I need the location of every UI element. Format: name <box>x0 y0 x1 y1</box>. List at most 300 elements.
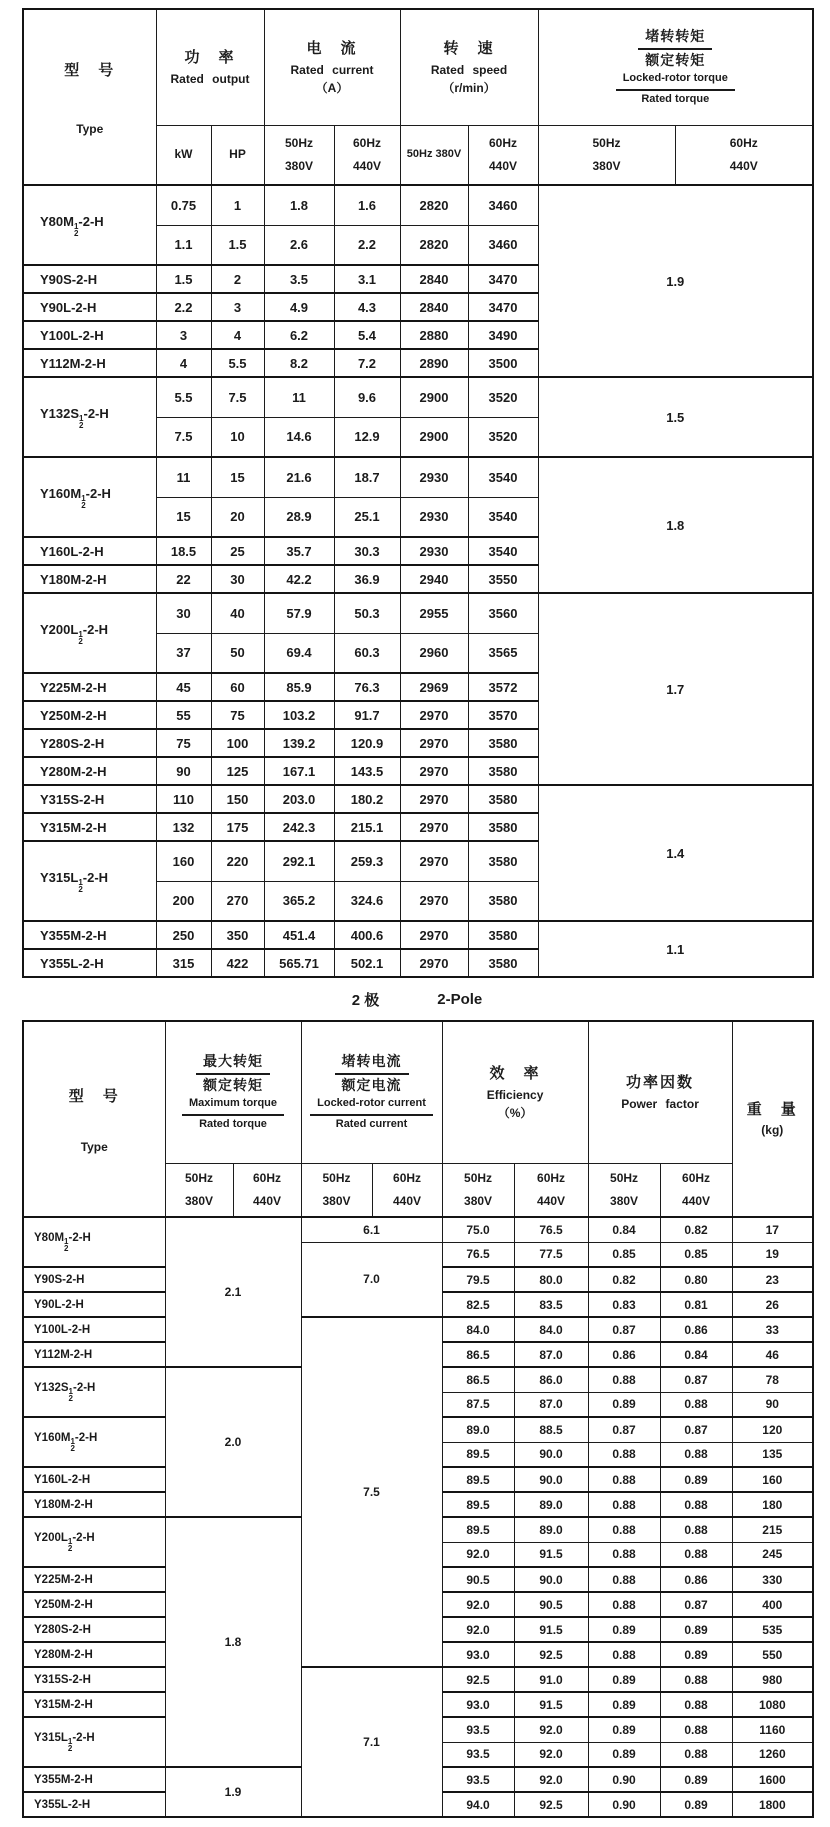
power-factor-60hz-cell: 0.88 <box>660 1692 732 1717</box>
model-cell: Y200L 1 2 -2-H <box>23 593 156 673</box>
performance-table <box>22 1020 814 1818</box>
current-50hz-cell: 103.2 <box>264 701 334 729</box>
locked-rotor-current-ratio-cell: 7.0 <box>301 1242 442 1317</box>
speed-60hz-cell: 3490 <box>468 321 538 349</box>
efficiency-50hz-cell: 89.0 <box>442 1417 514 1442</box>
speed-60hz-cell: 3580 <box>468 757 538 785</box>
current-50hz-cell: 139.2 <box>264 729 334 757</box>
current-50hz-cell: 8.2 <box>264 349 334 377</box>
weight-cell: 980 <box>732 1667 813 1692</box>
table-row <box>23 785 813 813</box>
speed-50hz-cell: 2880 <box>400 321 468 349</box>
header-type <box>23 9 156 185</box>
kw-cell: 132 <box>156 813 211 841</box>
efficiency-50hz-cell: 89.5 <box>442 1442 514 1467</box>
power-factor-50hz-cell: 0.85 <box>588 1242 660 1267</box>
table-row <box>23 1217 813 1242</box>
model-cell: Y250M-2-H <box>23 1592 165 1617</box>
kw-cell: 1.5 <box>156 265 211 293</box>
model-cell: Y355M-2-H <box>23 1767 165 1792</box>
weight-cell: 17 <box>732 1217 813 1242</box>
model-cell: Y90L-2-H <box>23 293 156 321</box>
current-50hz-cell: 4.9 <box>264 293 334 321</box>
power-factor-50hz-cell: 0.88 <box>588 1467 660 1492</box>
efficiency-60hz-cell: 91.5 <box>514 1542 588 1567</box>
efficiency-50hz-cell: 86.5 <box>442 1367 514 1392</box>
power-factor-60hz-cell: 0.80 <box>660 1267 732 1292</box>
power-factor-60hz-cell: 0.88 <box>660 1517 732 1542</box>
efficiency-50hz-cell: 93.5 <box>442 1767 514 1792</box>
efficiency-50hz-cell: 93.0 <box>442 1692 514 1717</box>
model-cell: Y315S-2-H <box>23 785 156 813</box>
current-50hz-cell: 2.6 <box>264 225 334 265</box>
speed-60hz-cell: 3580 <box>468 785 538 813</box>
hp-cell: 60 <box>211 673 264 701</box>
hp-cell: 50 <box>211 633 264 673</box>
subheader-maxtq-50hz-380v: 50Hz 380V <box>165 1163 233 1217</box>
speed-50hz-cell: 2970 <box>400 949 468 977</box>
current-50hz-cell: 6.2 <box>264 321 334 349</box>
current-60hz-cell: 2.2 <box>334 225 400 265</box>
power-factor-50hz-cell: 0.89 <box>588 1742 660 1767</box>
power-factor-50hz-cell: 0.89 <box>588 1392 660 1417</box>
weight-cell: 1260 <box>732 1742 813 1767</box>
efficiency-60hz-cell: 92.0 <box>514 1767 588 1792</box>
model-cell: Y315S-2-H <box>23 1667 165 1692</box>
current-50hz-cell: 565.71 <box>264 949 334 977</box>
hp-cell: 15 <box>211 457 264 497</box>
ratings-table <box>22 8 814 978</box>
pole-label-cn: 2 极 <box>351 991 380 1009</box>
power-factor-60hz-cell: 0.89 <box>660 1617 732 1642</box>
hp-cell: 1.5 <box>211 225 264 265</box>
speed-50hz-cell: 2970 <box>400 729 468 757</box>
speed-60hz-cell: 3460 <box>468 185 538 225</box>
efficiency-60hz-cell: 92.5 <box>514 1792 588 1817</box>
kw-cell: 0.75 <box>156 185 211 225</box>
weight-cell: 330 <box>732 1567 813 1592</box>
locked-rotor-torque-ratio-cell: 1.4 <box>538 785 813 921</box>
current-50hz-cell: 85.9 <box>264 673 334 701</box>
hp-cell: 125 <box>211 757 264 785</box>
weight-cell: 120 <box>732 1417 813 1442</box>
current-50hz-cell: 28.9 <box>264 497 334 537</box>
header-type-en: Type <box>76 122 104 137</box>
power-factor-60hz-cell: 0.88 <box>660 1492 732 1517</box>
speed-60hz-cell: 3580 <box>468 813 538 841</box>
table-row <box>23 921 813 949</box>
speed-50hz-cell: 2840 <box>400 265 468 293</box>
subheader-eff-50hz-380v: 50Hz 380V <box>442 1163 514 1217</box>
header-rated-current: 电 流 Rated current （A） <box>264 9 400 125</box>
current-60hz-cell: 143.5 <box>334 757 400 785</box>
speed-60hz-cell: 3580 <box>468 841 538 881</box>
model-cell: Y225M-2-H <box>23 673 156 701</box>
weight-cell: 1160 <box>732 1717 813 1742</box>
subheader-torque-60hz-440v: 60Hz 440V <box>675 125 813 185</box>
current-60hz-cell: 1.6 <box>334 185 400 225</box>
header-efficiency: 效 率 Efficiency （%） <box>442 1021 588 1163</box>
efficiency-50hz-cell: 90.5 <box>442 1567 514 1592</box>
current-60hz-cell: 502.1 <box>334 949 400 977</box>
hp-cell: 422 <box>211 949 264 977</box>
efficiency-60hz-cell: 91.0 <box>514 1667 588 1692</box>
subheader-kw: kW <box>156 125 211 185</box>
table-row <box>23 377 813 417</box>
model-cell: Y100L-2-H <box>23 321 156 349</box>
efficiency-50hz-cell: 92.0 <box>442 1542 514 1567</box>
current-60hz-cell: 4.3 <box>334 293 400 321</box>
hp-cell: 220 <box>211 841 264 881</box>
subheader-eff-60hz-440v: 60Hz 440V <box>514 1163 588 1217</box>
speed-50hz-cell: 2970 <box>400 785 468 813</box>
speed-50hz-cell: 2970 <box>400 701 468 729</box>
current-60hz-cell: 76.3 <box>334 673 400 701</box>
model-fraction: 1 2 <box>70 1437 75 1453</box>
speed-50hz-cell: 2890 <box>400 349 468 377</box>
model-cell: Y80M 1 2 -2-H <box>23 185 156 265</box>
weight-cell: 1080 <box>732 1692 813 1717</box>
kw-cell: 45 <box>156 673 211 701</box>
efficiency-60hz-cell: 92.5 <box>514 1642 588 1667</box>
header-max-torque-ratio: 最大转矩 额定转矩 Maximum torque Rated torque <box>165 1021 301 1163</box>
subheader-torque-50hz-380v: 50Hz 380V <box>538 125 675 185</box>
efficiency-50hz-cell: 92.5 <box>442 1667 514 1692</box>
kw-cell: 75 <box>156 729 211 757</box>
power-factor-60hz-cell: 0.89 <box>660 1642 732 1667</box>
speed-60hz-cell: 3470 <box>468 293 538 321</box>
model-cell: Y225M-2-H <box>23 1567 165 1592</box>
model-fraction: 1 2 <box>67 1737 73 1753</box>
model-cell: Y315L 1 2 -2-H <box>23 841 156 921</box>
current-60hz-cell: 259.3 <box>334 841 400 881</box>
current-60hz-cell: 91.7 <box>334 701 400 729</box>
speed-60hz-cell: 3580 <box>468 729 538 757</box>
max-torque-ratio-cell: 1.8 <box>165 1517 301 1767</box>
efficiency-50hz-cell: 93.0 <box>442 1642 514 1667</box>
hp-cell: 20 <box>211 497 264 537</box>
power-factor-50hz-cell: 0.88 <box>588 1442 660 1467</box>
speed-50hz-cell: 2930 <box>400 497 468 537</box>
header-weight: 重 量 (kg) <box>732 1021 813 1217</box>
weight-cell: 78 <box>732 1367 813 1392</box>
efficiency-60hz-cell: 86.0 <box>514 1367 588 1392</box>
efficiency-60hz-cell: 80.0 <box>514 1267 588 1292</box>
model-cell: Y132S 1 2 -2-H <box>23 377 156 457</box>
kw-cell: 315 <box>156 949 211 977</box>
speed-60hz-cell: 3460 <box>468 225 538 265</box>
header-power-factor: 功率因数 Power factor <box>588 1021 732 1163</box>
model-cell: Y315M-2-H <box>23 813 156 841</box>
speed-60hz-cell: 3580 <box>468 949 538 977</box>
efficiency-60hz-cell: 90.0 <box>514 1567 588 1592</box>
efficiency-50hz-cell: 89.5 <box>442 1517 514 1542</box>
hp-cell: 1 <box>211 185 264 225</box>
current-50hz-cell: 57.9 <box>264 593 334 633</box>
power-factor-50hz-cell: 0.88 <box>588 1367 660 1392</box>
power-factor-50hz-cell: 0.89 <box>588 1717 660 1742</box>
current-60hz-cell: 60.3 <box>334 633 400 673</box>
power-factor-50hz-cell: 0.89 <box>588 1692 660 1717</box>
hp-cell: 150 <box>211 785 264 813</box>
model-fraction: 1 2 <box>64 1237 69 1253</box>
hp-cell: 40 <box>211 593 264 633</box>
power-factor-50hz-cell: 0.88 <box>588 1642 660 1667</box>
power-factor-50hz-cell: 0.88 <box>588 1492 660 1517</box>
model-fraction: 1 2 <box>68 1387 73 1403</box>
kw-cell: 110 <box>156 785 211 813</box>
efficiency-50hz-cell: 79.5 <box>442 1267 514 1292</box>
kw-cell: 22 <box>156 565 211 593</box>
kw-cell: 250 <box>156 921 211 949</box>
power-factor-50hz-cell: 0.84 <box>588 1217 660 1242</box>
speed-50hz-cell: 2940 <box>400 565 468 593</box>
speed-50hz-cell: 2955 <box>400 593 468 633</box>
hp-cell: 30 <box>211 565 264 593</box>
speed-50hz-cell: 2930 <box>400 537 468 565</box>
locked-rotor-current-ratio-cell: 6.1 <box>301 1217 442 1242</box>
model-cell: Y200L 1 2 -2-H <box>23 1517 165 1567</box>
model-fraction: 1 2 <box>67 1537 73 1553</box>
speed-60hz-cell: 3540 <box>468 537 538 565</box>
power-factor-50hz-cell: 0.82 <box>588 1267 660 1292</box>
header-locked-rotor-current-ratio: 堵转电流 额定电流 Locked-rotor current Rated current <box>301 1021 442 1163</box>
speed-50hz-cell: 2969 <box>400 673 468 701</box>
model-cell: Y160L-2-H <box>23 1467 165 1492</box>
header-locked-rotor-torque-ratio: 堵转转矩 额定转矩 Locked-rotor torque Rated torque <box>538 9 813 125</box>
power-factor-50hz-cell: 0.83 <box>588 1292 660 1317</box>
subheader-speed-50hz-380v: 50Hz 380V <box>400 125 468 185</box>
speed-60hz-cell: 3570 <box>468 701 538 729</box>
subheader-current-50hz-380v: 50Hz 380V <box>264 125 334 185</box>
speed-50hz-cell: 2970 <box>400 881 468 921</box>
weight-cell: 160 <box>732 1467 813 1492</box>
current-60hz-cell: 12.9 <box>334 417 400 457</box>
power-factor-60hz-cell: 0.86 <box>660 1317 732 1342</box>
power-factor-50hz-cell: 0.88 <box>588 1592 660 1617</box>
efficiency-50hz-cell: 86.5 <box>442 1342 514 1367</box>
power-factor-50hz-cell: 0.88 <box>588 1567 660 1592</box>
weight-cell: 180 <box>732 1492 813 1517</box>
power-factor-50hz-cell: 0.86 <box>588 1342 660 1367</box>
header-rated-speed: 转 速 Rated speed （r/min） <box>400 9 538 125</box>
hp-cell: 25 <box>211 537 264 565</box>
power-factor-60hz-cell: 0.88 <box>660 1742 732 1767</box>
model-cell: Y112M-2-H <box>23 1342 165 1367</box>
efficiency-50hz-cell: 75.0 <box>442 1217 514 1242</box>
current-50hz-cell: 365.2 <box>264 881 334 921</box>
current-60hz-cell: 18.7 <box>334 457 400 497</box>
efficiency-50hz-cell: 84.0 <box>442 1317 514 1342</box>
kw-cell: 55 <box>156 701 211 729</box>
weight-cell: 535 <box>732 1617 813 1642</box>
efficiency-50hz-cell: 89.5 <box>442 1492 514 1517</box>
locked-rotor-torque-ratio-cell: 1.7 <box>538 593 813 785</box>
max-torque-ratio-cell: 2.0 <box>165 1367 301 1517</box>
power-factor-50hz-cell: 0.88 <box>588 1542 660 1567</box>
kw-cell: 37 <box>156 633 211 673</box>
power-factor-60hz-cell: 0.89 <box>660 1467 732 1492</box>
subheader-current-60hz-440v: 60Hz 440V <box>334 125 400 185</box>
efficiency-50hz-cell: 82.5 <box>442 1292 514 1317</box>
model-cell: Y180M-2-H <box>23 1492 165 1517</box>
model-cell: Y180M-2-H <box>23 565 156 593</box>
power-factor-60hz-cell: 0.87 <box>660 1592 732 1617</box>
current-50hz-cell: 3.5 <box>264 265 334 293</box>
efficiency-60hz-cell: 91.5 <box>514 1692 588 1717</box>
table-row <box>23 185 813 225</box>
model-cell: Y355M-2-H <box>23 921 156 949</box>
speed-60hz-cell: 3580 <box>468 881 538 921</box>
power-factor-60hz-cell: 0.87 <box>660 1367 732 1392</box>
speed-50hz-cell: 2820 <box>400 225 468 265</box>
efficiency-60hz-cell: 90.5 <box>514 1592 588 1617</box>
kw-cell: 200 <box>156 881 211 921</box>
efficiency-50hz-cell: 94.0 <box>442 1792 514 1817</box>
model-cell: Y280M-2-H <box>23 1642 165 1667</box>
locked-rotor-torque-ratio-cell: 1.5 <box>538 377 813 457</box>
model-cell: Y90S-2-H <box>23 265 156 293</box>
hp-cell: 270 <box>211 881 264 921</box>
speed-60hz-cell: 3572 <box>468 673 538 701</box>
hp-cell: 175 <box>211 813 264 841</box>
model-fraction: 1 2 <box>78 877 83 894</box>
efficiency-60hz-cell: 89.0 <box>514 1517 588 1542</box>
power-factor-60hz-cell: 0.82 <box>660 1217 732 1242</box>
model-cell: Y132S 1 2 -2-H <box>23 1367 165 1417</box>
power-factor-50hz-cell: 0.89 <box>588 1617 660 1642</box>
efficiency-60hz-cell: 91.5 <box>514 1617 588 1642</box>
power-factor-50hz-cell: 0.87 <box>588 1417 660 1442</box>
header-rated-output: 功 率 Rated output <box>156 9 264 125</box>
kw-cell: 90 <box>156 757 211 785</box>
speed-60hz-cell: 3565 <box>468 633 538 673</box>
power-factor-60hz-cell: 0.88 <box>660 1717 732 1742</box>
power-factor-60hz-cell: 0.89 <box>660 1767 732 1792</box>
power-factor-60hz-cell: 0.85 <box>660 1242 732 1267</box>
model-fraction: 1 2 <box>73 221 79 238</box>
current-60hz-cell: 5.4 <box>334 321 400 349</box>
power-factor-50hz-cell: 0.90 <box>588 1792 660 1817</box>
model-cell: Y355L-2-H <box>23 1792 165 1817</box>
model-cell: Y315M-2-H <box>23 1692 165 1717</box>
table-row <box>23 1317 813 1342</box>
kw-cell: 160 <box>156 841 211 881</box>
speed-60hz-cell: 3520 <box>468 377 538 417</box>
speed-60hz-cell: 3500 <box>468 349 538 377</box>
speed-50hz-cell: 2900 <box>400 377 468 417</box>
current-60hz-cell: 3.1 <box>334 265 400 293</box>
efficiency-50hz-cell: 92.0 <box>442 1592 514 1617</box>
weight-cell: 1600 <box>732 1767 813 1792</box>
speed-60hz-cell: 3550 <box>468 565 538 593</box>
model-cell: Y160M 1 2 -2-H <box>23 457 156 537</box>
hp-cell: 5.5 <box>211 349 264 377</box>
hp-cell: 100 <box>211 729 264 757</box>
subheader-hp: HP <box>211 125 264 185</box>
kw-cell: 5.5 <box>156 377 211 417</box>
table-row <box>23 457 813 497</box>
model-cell: Y280S-2-H <box>23 729 156 757</box>
model-cell: Y250M-2-H <box>23 701 156 729</box>
weight-cell: 245 <box>732 1542 813 1567</box>
weight-cell: 23 <box>732 1267 813 1292</box>
subheader-lrc-60hz-440v: 60Hz 440V <box>372 1163 442 1217</box>
current-50hz-cell: 1.8 <box>264 185 334 225</box>
subheader-lrc-50hz-380v: 50Hz 380V <box>301 1163 372 1217</box>
kw-cell: 30 <box>156 593 211 633</box>
kw-cell: 4 <box>156 349 211 377</box>
power-factor-50hz-cell: 0.88 <box>588 1517 660 1542</box>
kw-cell: 1.1 <box>156 225 211 265</box>
efficiency-60hz-cell: 87.0 <box>514 1392 588 1417</box>
power-factor-60hz-cell: 0.88 <box>660 1667 732 1692</box>
efficiency-50hz-cell: 92.0 <box>442 1617 514 1642</box>
current-60hz-cell: 9.6 <box>334 377 400 417</box>
table-row <box>23 1667 813 1692</box>
power-factor-60hz-cell: 0.88 <box>660 1442 732 1467</box>
kw-cell: 15 <box>156 497 211 537</box>
performance-table-body <box>23 1217 813 1817</box>
weight-cell: 1800 <box>732 1792 813 1817</box>
speed-50hz-cell: 2970 <box>400 921 468 949</box>
weight-cell: 135 <box>732 1442 813 1467</box>
power-factor-50hz-cell: 0.90 <box>588 1767 660 1792</box>
speed-60hz-cell: 3540 <box>468 457 538 497</box>
model-cell: Y100L-2-H <box>23 1317 165 1342</box>
power-factor-50hz-cell: 0.87 <box>588 1317 660 1342</box>
efficiency-60hz-cell: 89.0 <box>514 1492 588 1517</box>
current-50hz-cell: 35.7 <box>264 537 334 565</box>
subheader-pf-50hz-380v: 50Hz 380V <box>588 1163 660 1217</box>
current-60hz-cell: 30.3 <box>334 537 400 565</box>
weight-cell: 90 <box>732 1392 813 1417</box>
kw-cell: 7.5 <box>156 417 211 457</box>
weight-cell: 33 <box>732 1317 813 1342</box>
hp-cell: 3 <box>211 293 264 321</box>
weight-cell: 550 <box>732 1642 813 1667</box>
efficiency-50hz-cell: 76.5 <box>442 1242 514 1267</box>
speed-60hz-cell: 3580 <box>468 921 538 949</box>
efficiency-60hz-cell: 83.5 <box>514 1292 588 1317</box>
efficiency-50hz-cell: 87.5 <box>442 1392 514 1417</box>
header-type-cn: 型 号 <box>64 61 116 79</box>
speed-50hz-cell: 2970 <box>400 757 468 785</box>
hp-cell: 350 <box>211 921 264 949</box>
speed-60hz-cell: 3540 <box>468 497 538 537</box>
efficiency-60hz-cell: 87.0 <box>514 1342 588 1367</box>
power-factor-60hz-cell: 0.88 <box>660 1392 732 1417</box>
power-factor-60hz-cell: 0.89 <box>660 1792 732 1817</box>
max-torque-ratio-cell: 2.1 <box>165 1217 301 1367</box>
model-cell: Y280S-2-H <box>23 1617 165 1642</box>
pole-section-label <box>22 978 812 1020</box>
speed-50hz-cell: 2960 <box>400 633 468 673</box>
efficiency-60hz-cell: 88.5 <box>514 1417 588 1442</box>
speed-50hz-cell: 2970 <box>400 841 468 881</box>
model-fraction: 1 2 <box>79 413 84 430</box>
current-50hz-cell: 69.4 <box>264 633 334 673</box>
efficiency-60hz-cell: 90.0 <box>514 1442 588 1467</box>
kw-cell: 3 <box>156 321 211 349</box>
efficiency-60hz-cell: 92.0 <box>514 1742 588 1767</box>
current-60hz-cell: 215.1 <box>334 813 400 841</box>
weight-cell: 26 <box>732 1292 813 1317</box>
hp-cell: 75 <box>211 701 264 729</box>
current-50hz-cell: 14.6 <box>264 417 334 457</box>
spacer <box>24 1108 165 1138</box>
locked-rotor-current-ratio-cell: 7.5 <box>301 1317 442 1667</box>
